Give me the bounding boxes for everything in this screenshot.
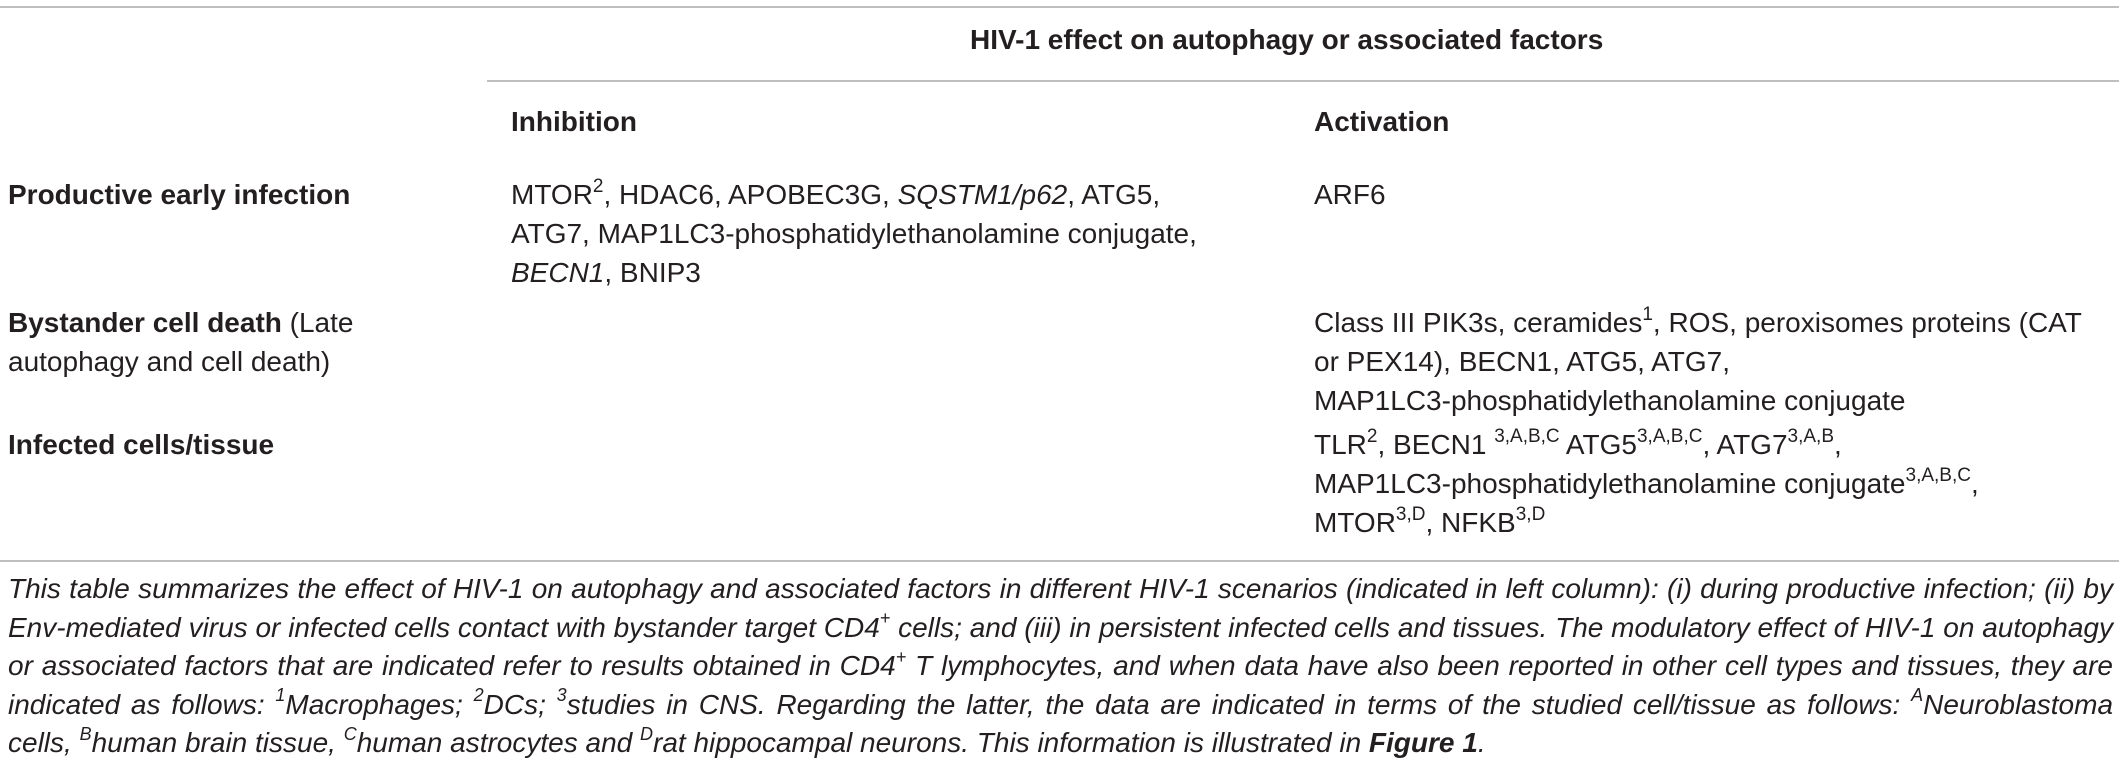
productive-activation-cell: ARF6: [1314, 179, 1386, 210]
row-label-infected: Infected cells/tissue: [8, 429, 275, 460]
bystander-activation-cell: Class III PIK3s, ceramides$^1$, ROS, peroxisomes proteins (CAT or PEX14), BECN1, ATG5, ATG7, MAP1LC3-phosphatidylethanolamine conjugate: [1314, 303, 2082, 416]
figure-reference-link[interactable]: Figure 1: [1368, 727, 1478, 759]
row-label-bystander: Bystander cell death (Late autophagy and cell death): [8, 307, 354, 377]
group-header: HIV-1 effect on autophagy or associated factors: [970, 24, 1604, 55]
productive-inhibition-cell: [511, 175, 1271, 292]
column-header-activation: Activation: [1314, 106, 1450, 137]
row-label-productive: Productive early infection: [8, 179, 351, 210]
column-header-inhibition: Inhibition: [511, 106, 637, 137]
table-caption: This table summarizes the effect of HIV-1 on autophagy and associated factors in different HIV-1 scenarios (indicated in left column): (i) during productive infection; (ii) by Env-mediated virus or infected cells contact with bystander target CD4+ cells; and (iii) in persistent infected cells and tissues. The modulatory effect of HIV-1 on autophagy or associated factors that are indicated refer to results obtained in CD4+ T lymphocytes, and when data have also been reported in other cell types and tissues, they are indicated as follows: $^1$Macrophages; $^2$DCs; $^3$studies in CNS. Regarding the latter, the data are indicated in terms of the studied cell/tissue as follows: $^A$Neuroblastoma cells, $^B$human brain tissue, $^C$human astrocytes and $^D$rat hippocampal neurons. This information is illustrated in Figure 1.: [8, 573, 2114, 759]
infected-activation-cell: TLR$^2$, BECN1 $^{3,A,B,C}$ $ATG5^{3,A,B,C}$, $ATG7^{3,A,B}$, MAP1LC3-phosphatidylethanolamine conjugate$^{3,A,B,C}$, $MTOR^{3,D}$, $NFKB^{3,D}$: [1314, 425, 1979, 538]
productive-inhibition-line3: BECN1, BNIP3: [511, 257, 701, 288]
group-header-rule: [487, 80, 2119, 82]
table-top-rule: [0, 6, 2119, 8]
table-bottom-rule: [0, 560, 2119, 562]
productive-inhibition-line2: ATG7, MAP1LC3-phosphatidylethanolamine conjugate,: [511, 218, 1197, 249]
productive-inhibition-line1: MTOR$^2$, HDAC6, APOBEC3G, SQSTM1/p62, ATG5,: [511, 175, 1161, 210]
